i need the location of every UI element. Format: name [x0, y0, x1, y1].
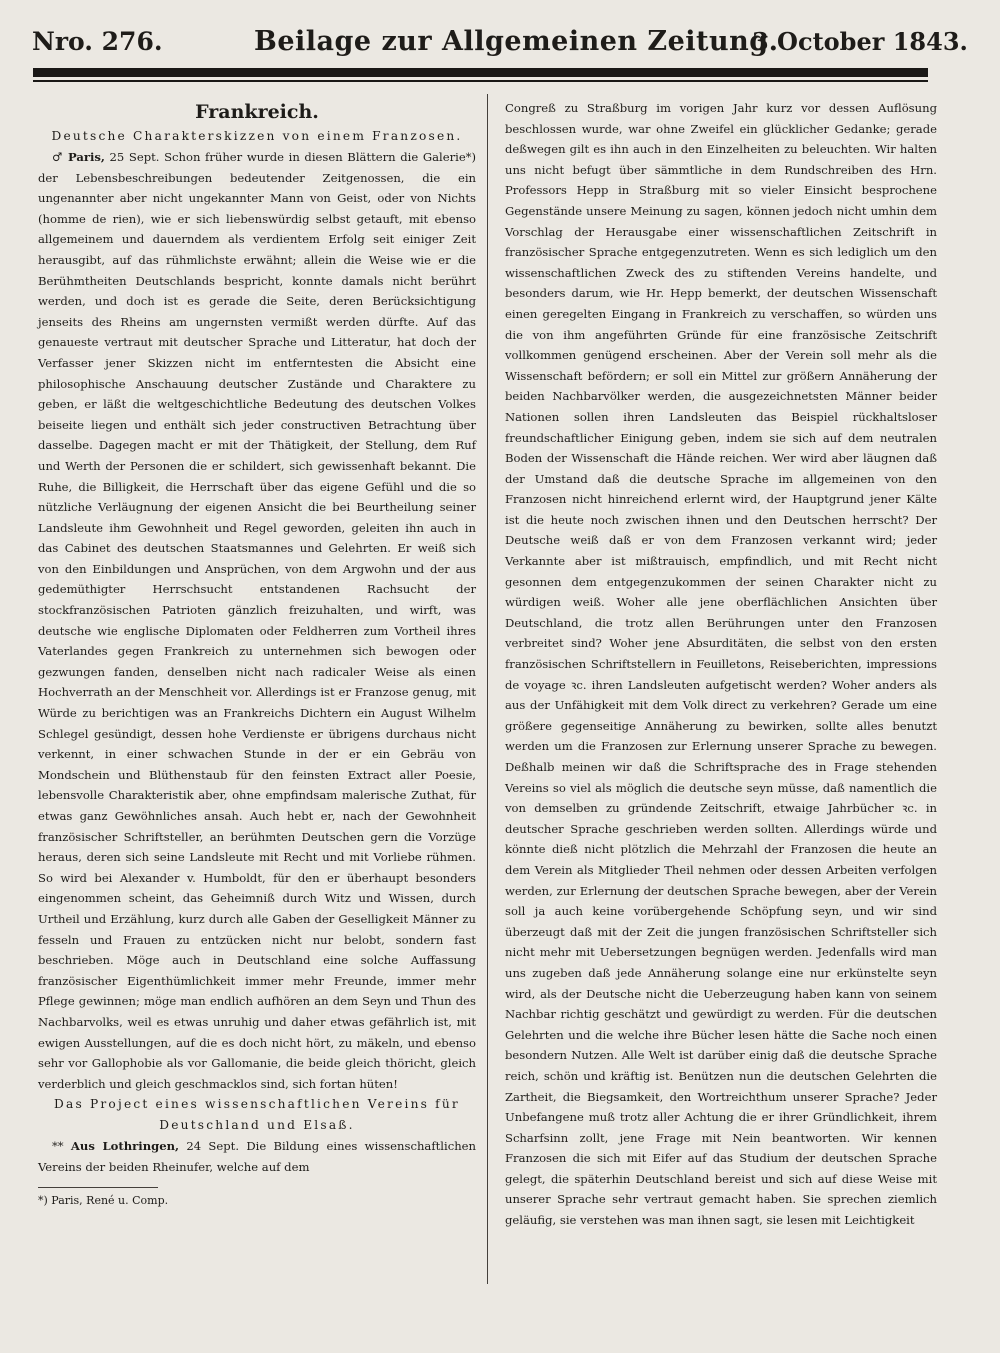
article-paragraph [38, 147, 476, 1094]
article-subtitle: Deutsche Charakterskizzen von einem Franzosen. [51, 129, 463, 143]
issue-number: Nro. 276. [32, 27, 163, 56]
article-date-2: 24 Sept. [179, 1139, 240, 1154]
article-marker: ♂ [52, 150, 64, 164]
article-body: Schon früher wurde in diesen Blättern die Galerie*) der Lebensbeschreibungen bedeutender Zeitgenossen, die ein ungenannter aber nicht ungekannter Mann von Geist, oder von Nichts (homme de rien), wie er sich liebenswürdig selbst getauft, mit ebenso allgemeinem und dauerndem als verdientem Erfolg seit einiger Zeit herausgibt, auf das rühmlichste erwähnt; allein die Weise wie er die Berühmtheiten Deutschlands bespricht, konnte damals nicht berührt werden, und doch ist es gerade die Seite, deren Berücksichtigung jenseits des Rheins am ungernsten vermißt werden dürfte. Auf das genaueste vertraut mit deutscher Sprache und Litteratur, hat doch der Verfasser jener Skizzen nicht im entferntesten die Absicht eine philosophische Anschauung deutscher Zustände und Charaktere zu geben, er läßt die weltgeschichtliche Bedeutung des deutschen Volkes beiseite liegen und enthält sich jeder constructiven Betrachtung über dasselbe. Dagegen macht er mit der Thätigkeit, der Stellung, dem Ruf und Werth der Personen die er schildert, sich gewissenhaft bekannt. Die Ruhe, die Billigkeit, die Herrschaft über das eigene Gefühl und die so nützliche Verläugnung der eigenen Ansicht die bei Beurtheilung seiner Landsleute ihm Gewohnheit und Regel geworden, geleiten ihn auch in das Cabinet des deutschen Staatsmannes und Gelehrten. Er weiß sich von den Einbildungen und Ansprüchen, von dem Argwohn und der aus gedemüthigter Herrschsucht entstandenen Rachsucht der stockfranzösischen Patrioten gänzlich freizuhalten, und wirft, was deutsche wie englische Diplomaten oder Feldherren zum Vortheil ihres Vaterlandes gegen Frankreich zu unternehmen sich bewogen oder gezwungen fanden, denselben nicht nach radicaler Weise als einen Hochverrath an der Menschheit vor. Allerdings ist er Franzose genug, mit Würde zu berichtigen was an Frankreichs Dichtern ein August Wilhelm Schlegel gesündigt, dessen hohe Verdienste er übrigens durchaus nicht verkennt, in einer schwachen Stunde in der er ein Gebräu von Mondschein und Blüthenstaub für den feinsten Extract aller Poesie, lebensvolle Charakteristik aber, ohne empfindsam malerische Zuthat, für etwas ganz Gewöhnliches ansah. Auch hebt er, nach der Gewohnheit französischer Schriftsteller, an berühmten Deutschen gern die Vorzüge heraus, deren sich seine Landsleute mit Recht und mit Vorliebe rühmen. So wird bei Alexander v. Humboldt, für den er überhaupt besonders eingenommen scheint, das Geheimniß durch Witz und Wissen, durch Urtheil und Erzählung, kurz durch alle Gaben der Geselligkeit Männer zu fesseln und Frauen zu entzücken nicht nur belobt, sondern fast beschrieben. Möge auch in Deutschland eine solche Auffassung französischer Eigenthümlichkeit immer mehr Freunde, immer mehr Pflege gewinnen; möge man endlich aufhören an dem Seyn und Thun des Nachbarvolks, weil es etwas unruhig und daher etwas gefährlich ist, mit ewigen Ausstellungen, auf die es doch nicht hört, zu mäkeln, und ebenso sehr vor Gallophobie als vor Gallomanie, die beide gleich thöricht, gleich verderblich und gleich geschmacklos sind, sich fortan hüten! [38, 150, 477, 1091]
article-dateline: Paris, [67, 150, 105, 164]
section-title: Frankreich. [195, 101, 319, 123]
article-paragraph-2 [38, 1136, 476, 1177]
footnote: *) Paris, René u. Comp. [38, 1193, 169, 1207]
newspaper-title: Beilage zur Allgemeinen Zeitung. [254, 26, 779, 57]
article-date: 25 Sept. [104, 150, 160, 164]
masthead [32, 22, 967, 62]
footnote-separator [38, 1187, 158, 1188]
right-column [505, 98, 937, 1231]
article-marker-2: ** [52, 1139, 64, 1154]
masthead-thick-rule [33, 68, 928, 77]
masthead-thin-rule [33, 80, 928, 82]
column-divider [487, 94, 488, 1284]
article-continuation: Congreß zu Straßburg im vorigen Jahr kurz vor dessen Auflösung beschlossen wurde, war ohne Zweifel ein glücklicher Gedanke; gerade deßwegen gilt es ihn auch in den Einzelheiten zu beleuchten. Wir halten uns nicht befugt über sämmtliche in dem Rundschreiben des Hrn. Professors Hepp in Straßburg mit so vieler Einsicht besprochene Gegenstände unsere Meinung zu sagen, können jedoch nicht umhin dem Vorschlag der Herausgabe einer wissenschaftlichen Zeitschrift in französischer Sprache entgegenzutreten. Wenn es sich lediglich um den wissenschaftlichen Zweck des zu stiftenden Vereins handelte, und besonders darum, wie Hr. Hepp bemerkt, der deutschen Wissenschaft einen geregelten Eingang in Frankreich zu verschaffen, so würden uns die von ihm angeführten Gründe für eine französische Zeitschrift vollkommen genügend erscheinen. Aber der Verein soll mehr als die Wissenschaft befördern; er soll ein Mittel zur größern Annäherung der beiden Nachbarvölker werden, die ausgezeichnetsten Männer beider Nationen sollen ihren Landsleuten das Beispiel rückhaltsloser freundschaftlicher Einigung geben, indem sie sich auf dem neutralen Boden der Wissenschaft die Hände reichen. Wer wird aber läugnen daß der Umstand daß die deutsche Sprache im allgemeinen von den Franzosen nicht hinreichend erlernt wird, der Hauptgrund jener Kälte ist die heute noch zwischen ihnen und den Deutschen herrscht? Der Deutsche weiß daß er von dem Franzosen verkannt wird; jeder Verkannte aber ist mißtrauisch, empfindlich, und mit Recht nicht gesonnen dem entgegenzukommen der seinen Charakter nicht zu würdigen weiß. Woher alle jene oberflächlichen Ansichten über Deutschland, die trotz allen Berührungen unter den Franzosen verbreitet sind? Woher jene Absurditäten, die selbst von den ersten französischen Schriftstellern in Feuilletons, Reiseberichten, impressions de voyage ꝛc. ihren Landsleuten aufgetischt werden? Woher anders als aus der Unfähigkeit mit dem Volk direct zu verkehren? Gerade um eine größere gegenseitige Annäherung zu bewirken, sollte alles benutzt werden um die Franzosen zur Erlernung unserer Sprache zu bewegen. Deßhalb meinen wir daß die Schriftsprache des in Frage stehenden Vereins so viel als möglich die deutsche seyn müsse, daß namentlich die von demselben zu gründende Zeitschrift, etwaige Jahrbücher ꝛc. in deutscher Sprache geschrieben werden sollten. Allerdings würde und könnte dieß nicht plötzlich die Mehrzahl der Franzosen die heute an dem Verein als Mitglieder Theil nehmen oder dessen Arbeiten verfolgen werden, zur Erlernung der deutschen Sprache bewegen, aber der Verein soll ja auch keine vorübergehende Schöpfung seyn, und wir sind überzeugt daß mit der Zeit die jungen französischen Schriftsteller sich nicht mehr mit Uebersetzungen begnügen werden. Jedenfalls wird man uns zugeben daß jede Annäherung solange eine nur erkünstelte seyn wird, als der Deutsche nicht die Ueberzeugung haben kann von seinem Nachbar richtig geschätzt und gewürdigt zu werden. Für die deutschen Gelehrten und die welche ihre Bücher lesen hätte die Sache noch einen besondern Nutzen. Alle Welt ist darüber einig daß die deutsche Sprache reich, schön und kräftig ist. Benützen nun die deutschen Gelehrten die Zartheit, die Biegsamkeit, den Wortreichthum unserer Sprache? Jeder Unbefangene muß trotz aller Achtung die er ihrer Gründlichkeit, ihrem Scharfsinn zollt, jene Frage mit Nein beantworten. Wir kennen Franzosen die sich mit Eifer auf das Studium der deutschen Sprache gelegt, die späterhin Deutschland bereist und sich auf diese Weise mit unserer Sprache sehr vertraut gemacht haben. Sie sprechen ziemlich geläufig, sie verstehen was man ihnen sagt, sie lesen mit Leichtigkeit [505, 101, 937, 1228]
left-column [38, 98, 476, 1210]
article-dateline-2: Aus Lothringen, [70, 1139, 180, 1154]
article-body-2: Die Bildung eines wissenschaftlichen Vereins der beiden Rheinufer, welche auf dem [38, 1139, 476, 1174]
article-subtitle-2: Das Project eines wissenschaftlichen Vereins für Deutschland und Elsaß. [54, 1097, 460, 1133]
issue-date: 3 October 1843. [752, 27, 968, 56]
